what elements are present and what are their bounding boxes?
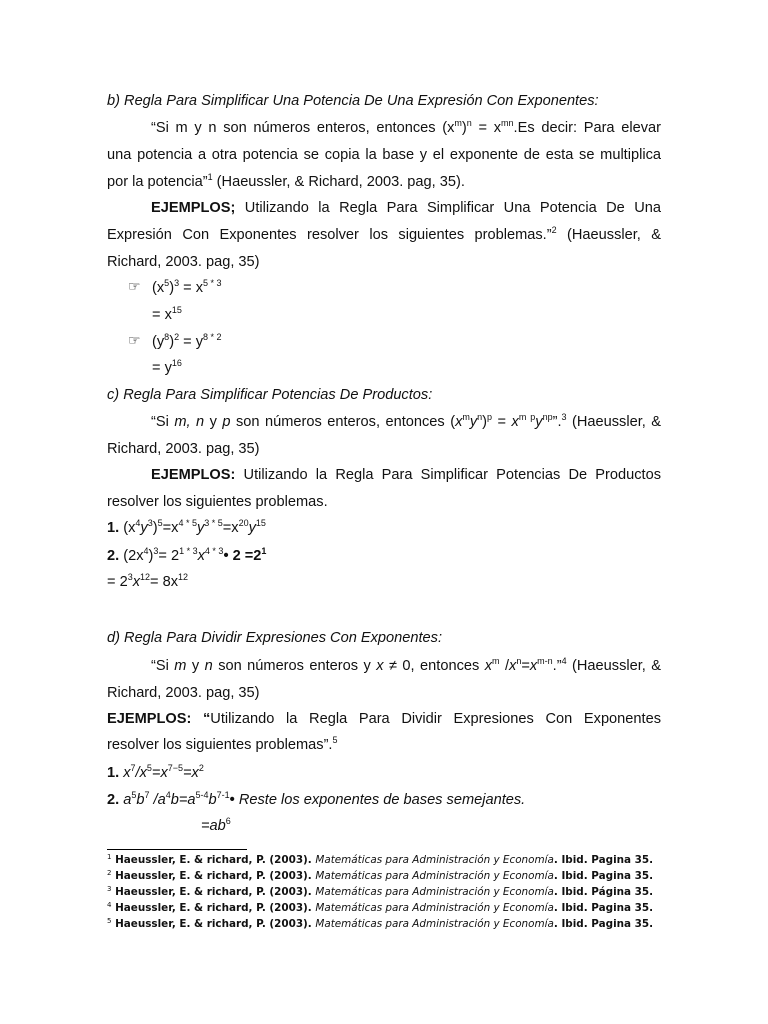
hand-pointing-icon: ☞ [128,279,141,295]
section-d-quote-line2: Richard, 2003. pag, 35) [107,685,260,701]
footnote-3: $^3$ Haeussler, E. & richard, P. (2003). Matemáticas para Administración y Economía. Ibid. Página 35. [107,885,654,898]
section-b-examples-line1: EJEMPLOS; Utilizando la Regla Para Simplificar Una Potencia De Una [151,200,661,216]
section-b-item2: $(y^8)^2 = y^{8 * 2}$ [152,332,222,350]
section-c-problem2: 2. $(2x^4)^3=$ $2^{1 * 3}x^{4 * 3}•$ $2 =2^1$ [107,546,267,564]
section-c-examples-line2: resolver los siguientes problemas. [107,494,328,510]
section-c-quote-line1: “Si m, n y p son números enteros, entonces $(x^my^n)^p$ = $x^{m p}y^{np}”.^3$ (Haeussler, & [151,412,662,430]
footnote-1: $^1$ Haeussler, E. & richard, P. (2003). Matemáticas para Administración y Economía. Ibid. Pagina 35. [107,853,654,866]
section-b-examples-line2: Expresión Con Exponentes resolver los siguientes problemas.”$^2$ (Haeussler, & [107,225,661,243]
footnote-2: $^2$ Haeussler, E. & richard, P. (2003). Matemáticas para Administración y Economía. Ibid. Pagina 35. [107,869,654,882]
section-b-item2-result: = $y^{16}$ [152,358,182,376]
section-c-quote-line2: Richard, 2003. pag, 35) [107,441,260,457]
section-d-examples-line2: resolver los siguientes problemas”.$^5$ [107,735,338,753]
section-b-item1: $(x^5)^3 = x^{5 * 3}$ [152,278,222,296]
section-d-problem2: 2. $a^5b^7$ $/a^4b=a^{5-4}b^{7-1}•$ Reste los exponentes de bases semejantes. [107,790,526,808]
footnote-4: $^4$ Haeussler, E. & richard, P. (2003). Matemáticas para Administración y Economía. Ibid. Pagina 35. [107,901,654,914]
section-c-problem2-result: = $2^3x^{12}= 8x^{12}$ [107,572,189,590]
section-d-quote-line1: “Si m y n son números enteros y x ≠ 0, entonces $x^m$ $/x^n=x^{m-n}.”^4$ (Haeussler, & [151,656,662,674]
section-b-quote-line3: por la potencia”$^1$ (Haeussler, & Richard, 2003. pag, 35). [107,172,465,190]
section-b-heading: b) Regla Para Simplificar Una Potencia De Una Expresión Con Exponentes: [107,93,599,109]
hand-pointing-icon: ☞ [128,333,141,349]
section-c-heading: c) Regla Para Simplificar Potencias De Productos: [107,387,433,403]
section-b-item1-result: = $x^{15}$ [152,305,182,323]
section-b-quote-line2: una potencia a otra potencia se copia la base y el exponente de esta se multiplica [107,147,661,163]
section-d-heading: d) Regla Para Dividir Expresiones Con Exponentes: [107,630,443,646]
section-d-examples-line1: EJEMPLOS: “Utilizando la Regla Para Dividir Expresiones Con Exponentes [107,711,661,727]
section-c-problem1: 1. $(x^4y^3)^5=x^{4 * 5}y^{3 * 5}=x^{20}y^{15}$ [107,518,266,536]
section-b-examples-line3: Richard, 2003. pag, 35) [107,254,260,270]
section-c-examples-line1: EJEMPLOS: Utilizando la Regla Para Simplificar Potencias De Productos [151,467,661,483]
section-d-problem2-result: $=ab^6$ [201,816,231,834]
footnote-separator [107,849,247,850]
section-b-quote-line1: “Si m y n son números enteros, entonces $(x^m)^n = x^{mn}.Es$ decir: Para elevar [151,118,661,136]
footnote-5: $^5$ Haeussler, E. & richard, P. (2003). Matemáticas para Administración y Economía. Ibid. Pagina 35. [107,917,654,930]
section-d-problem1: 1. $x^7/x^5=x^{7-5}=x^2$ [107,763,204,781]
